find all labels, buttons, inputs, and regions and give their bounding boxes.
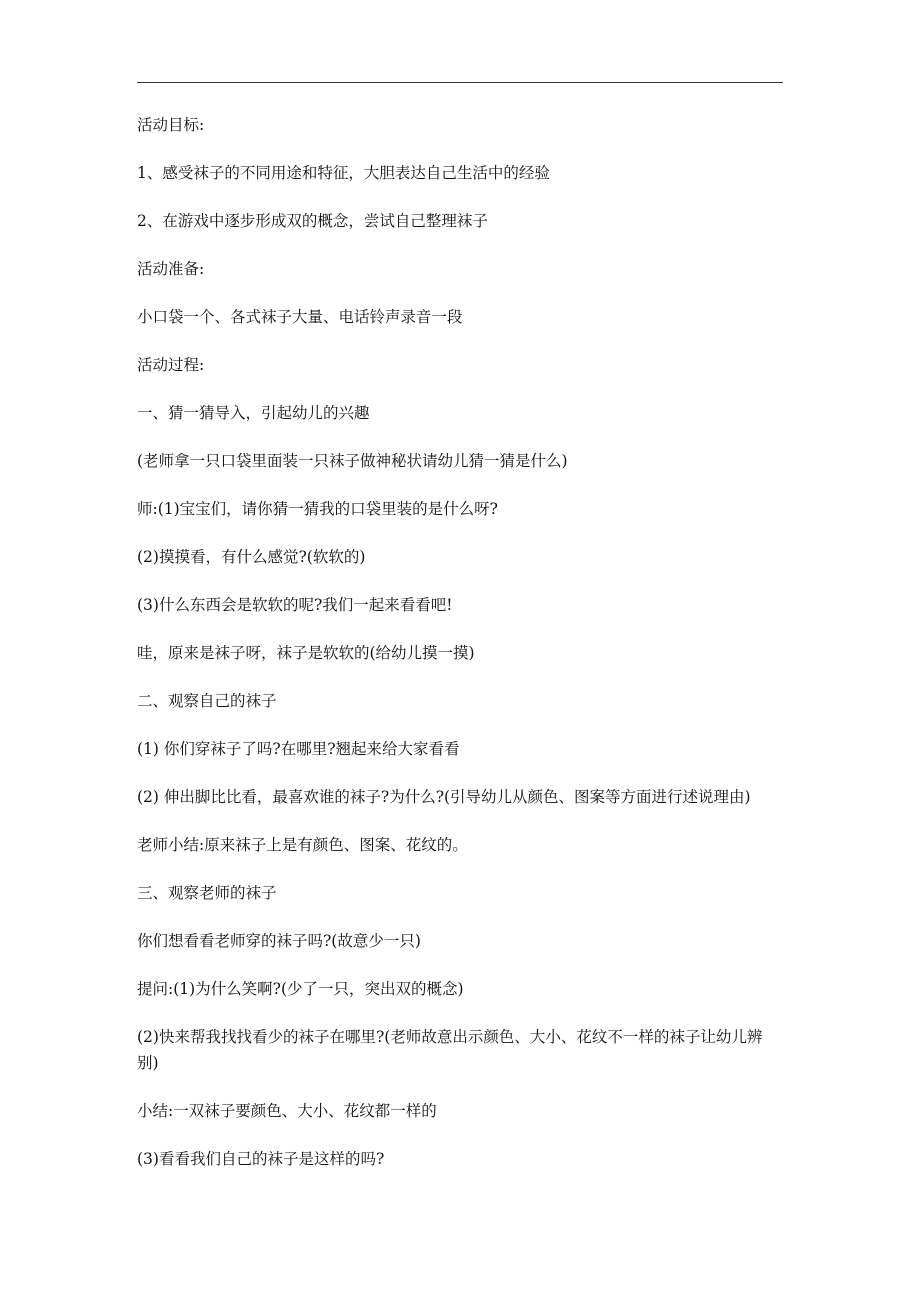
section-heading: 三、观察老师的袜子 xyxy=(137,884,277,902)
header-rule xyxy=(137,82,783,83)
paragraph: 哇，原来是袜子呀，袜子是软软的(给幼儿摸一摸) xyxy=(137,644,475,662)
heading-goals: 活动目标: xyxy=(137,116,205,134)
paragraph: 你们想看看老师穿的袜子吗?(故意少一只) xyxy=(137,932,421,950)
paragraph: 师:(1)宝宝们，请你猜一猜我的口袋里装的是什么呀? xyxy=(137,500,498,518)
paragraph-line: (2)快来帮我找找看少的袜子在哪里?(老师故意出示颜色、大小、花纹不一样的袜子让幼儿辨 xyxy=(137,1028,763,1046)
paragraph: 小结:一双袜子要颜色、大小、花纹都一样的 xyxy=(137,1102,437,1120)
paragraph: 1、感受袜子的不同用途和特征，大胆表达自己生活中的经验 xyxy=(137,164,550,182)
paragraph: (2)摸摸看，有什么感觉?(软软的) xyxy=(137,548,366,566)
paragraph: 老师小结:原来袜子上是有颜色、图案、花纹的。 xyxy=(137,836,468,854)
section-heading: 二、观察自己的袜子 xyxy=(137,692,277,710)
paragraph: (3)什么东西会是软软的呢?我们一起来看看吧! xyxy=(137,596,453,614)
paragraph: 小口袋一个、各式袜子大量、电话铃声录音一段 xyxy=(137,308,463,326)
paragraph: (2) 伸出脚比比看，最喜欢谁的袜子?为什么?(引导幼儿从颜色、图案等方面进行述说理由) xyxy=(137,788,751,806)
heading-preparation: 活动准备: xyxy=(137,260,205,278)
section-heading: 一、猜一猜导入，引起幼儿的兴趣 xyxy=(137,404,370,422)
heading-process: 活动过程: xyxy=(137,356,205,374)
paragraph: (1) 你们穿袜子了吗?在哪里?翘起来给大家看看 xyxy=(137,740,460,758)
paragraph: (老师拿一只口袋里面装一只袜子做神秘状请幼儿猜一猜是什么) xyxy=(137,452,568,470)
paragraph: 2、在游戏中逐步形成双的概念，尝试自己整理袜子 xyxy=(137,212,488,230)
paragraph: 提问:(1)为什么笑啊?(少了一只，突出双的概念) xyxy=(137,980,464,998)
paragraph: (3)看看我们自己的袜子是这样的吗? xyxy=(137,1150,385,1168)
paragraph-line: 别) xyxy=(137,1054,159,1072)
document-body xyxy=(137,112,797,1194)
wrapped-paragraph xyxy=(137,1024,797,1076)
